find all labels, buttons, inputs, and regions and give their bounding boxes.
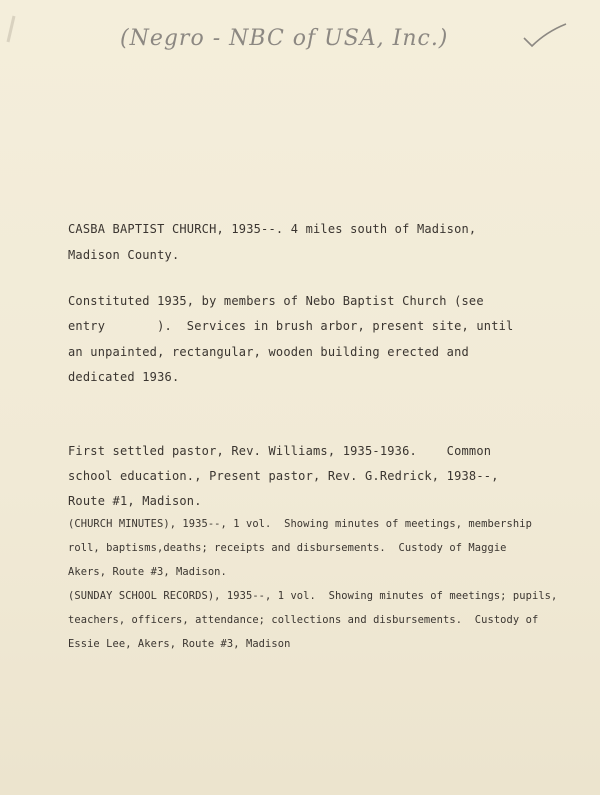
church-heading-line2: Madison County. — [68, 248, 180, 262]
pastors-line2: school education., Present pastor, Rev. G.Redrick, 1938--, — [68, 469, 499, 483]
sunday-school-line3: Essie Lee, Akers, Route #3, Madison — [68, 638, 291, 650]
pastors-line1: First settled pastor, Rev. Williams, 1935-1936. Common — [68, 444, 492, 458]
church-heading-line1: CASBA BAPTIST CHURCH, 1935--. 4 miles south of Madison, — [68, 222, 477, 236]
sunday-school-line2: teachers, officers, attendance; collections and disbursements. Custody of — [68, 614, 539, 626]
sunday-school-line1: (SUNDAY SCHOOL RECORDS), 1935--, 1 vol. Showing minutes of meetings; pupils, — [68, 590, 558, 602]
history-line4: dedicated 1936. — [68, 370, 180, 384]
check-mark-icon — [520, 20, 568, 50]
corner-tick-mark — [4, 14, 18, 44]
church-minutes-line1: (CHURCH MINUTES), 1935--, 1 vol. Showing minutes of meetings, membership — [68, 518, 532, 530]
handwritten-note: (Negro - NBC of USA, Inc.) — [120, 26, 449, 51]
church-minutes-line2: roll, baptisms,deaths; receipts and disbursements. Custody of Maggie — [68, 542, 507, 554]
pastors-line3: Route #1, Madison. — [68, 494, 202, 508]
history-line3: an unpainted, rectangular, wooden building erected and — [68, 345, 469, 359]
history-line1: Constituted 1935, by members of Nebo Baptist Church (see — [68, 294, 484, 308]
church-minutes-line3: Akers, Route #3, Madison. — [68, 566, 227, 578]
history-line2: entry ). Services in brush arbor, present site, until — [68, 319, 514, 333]
